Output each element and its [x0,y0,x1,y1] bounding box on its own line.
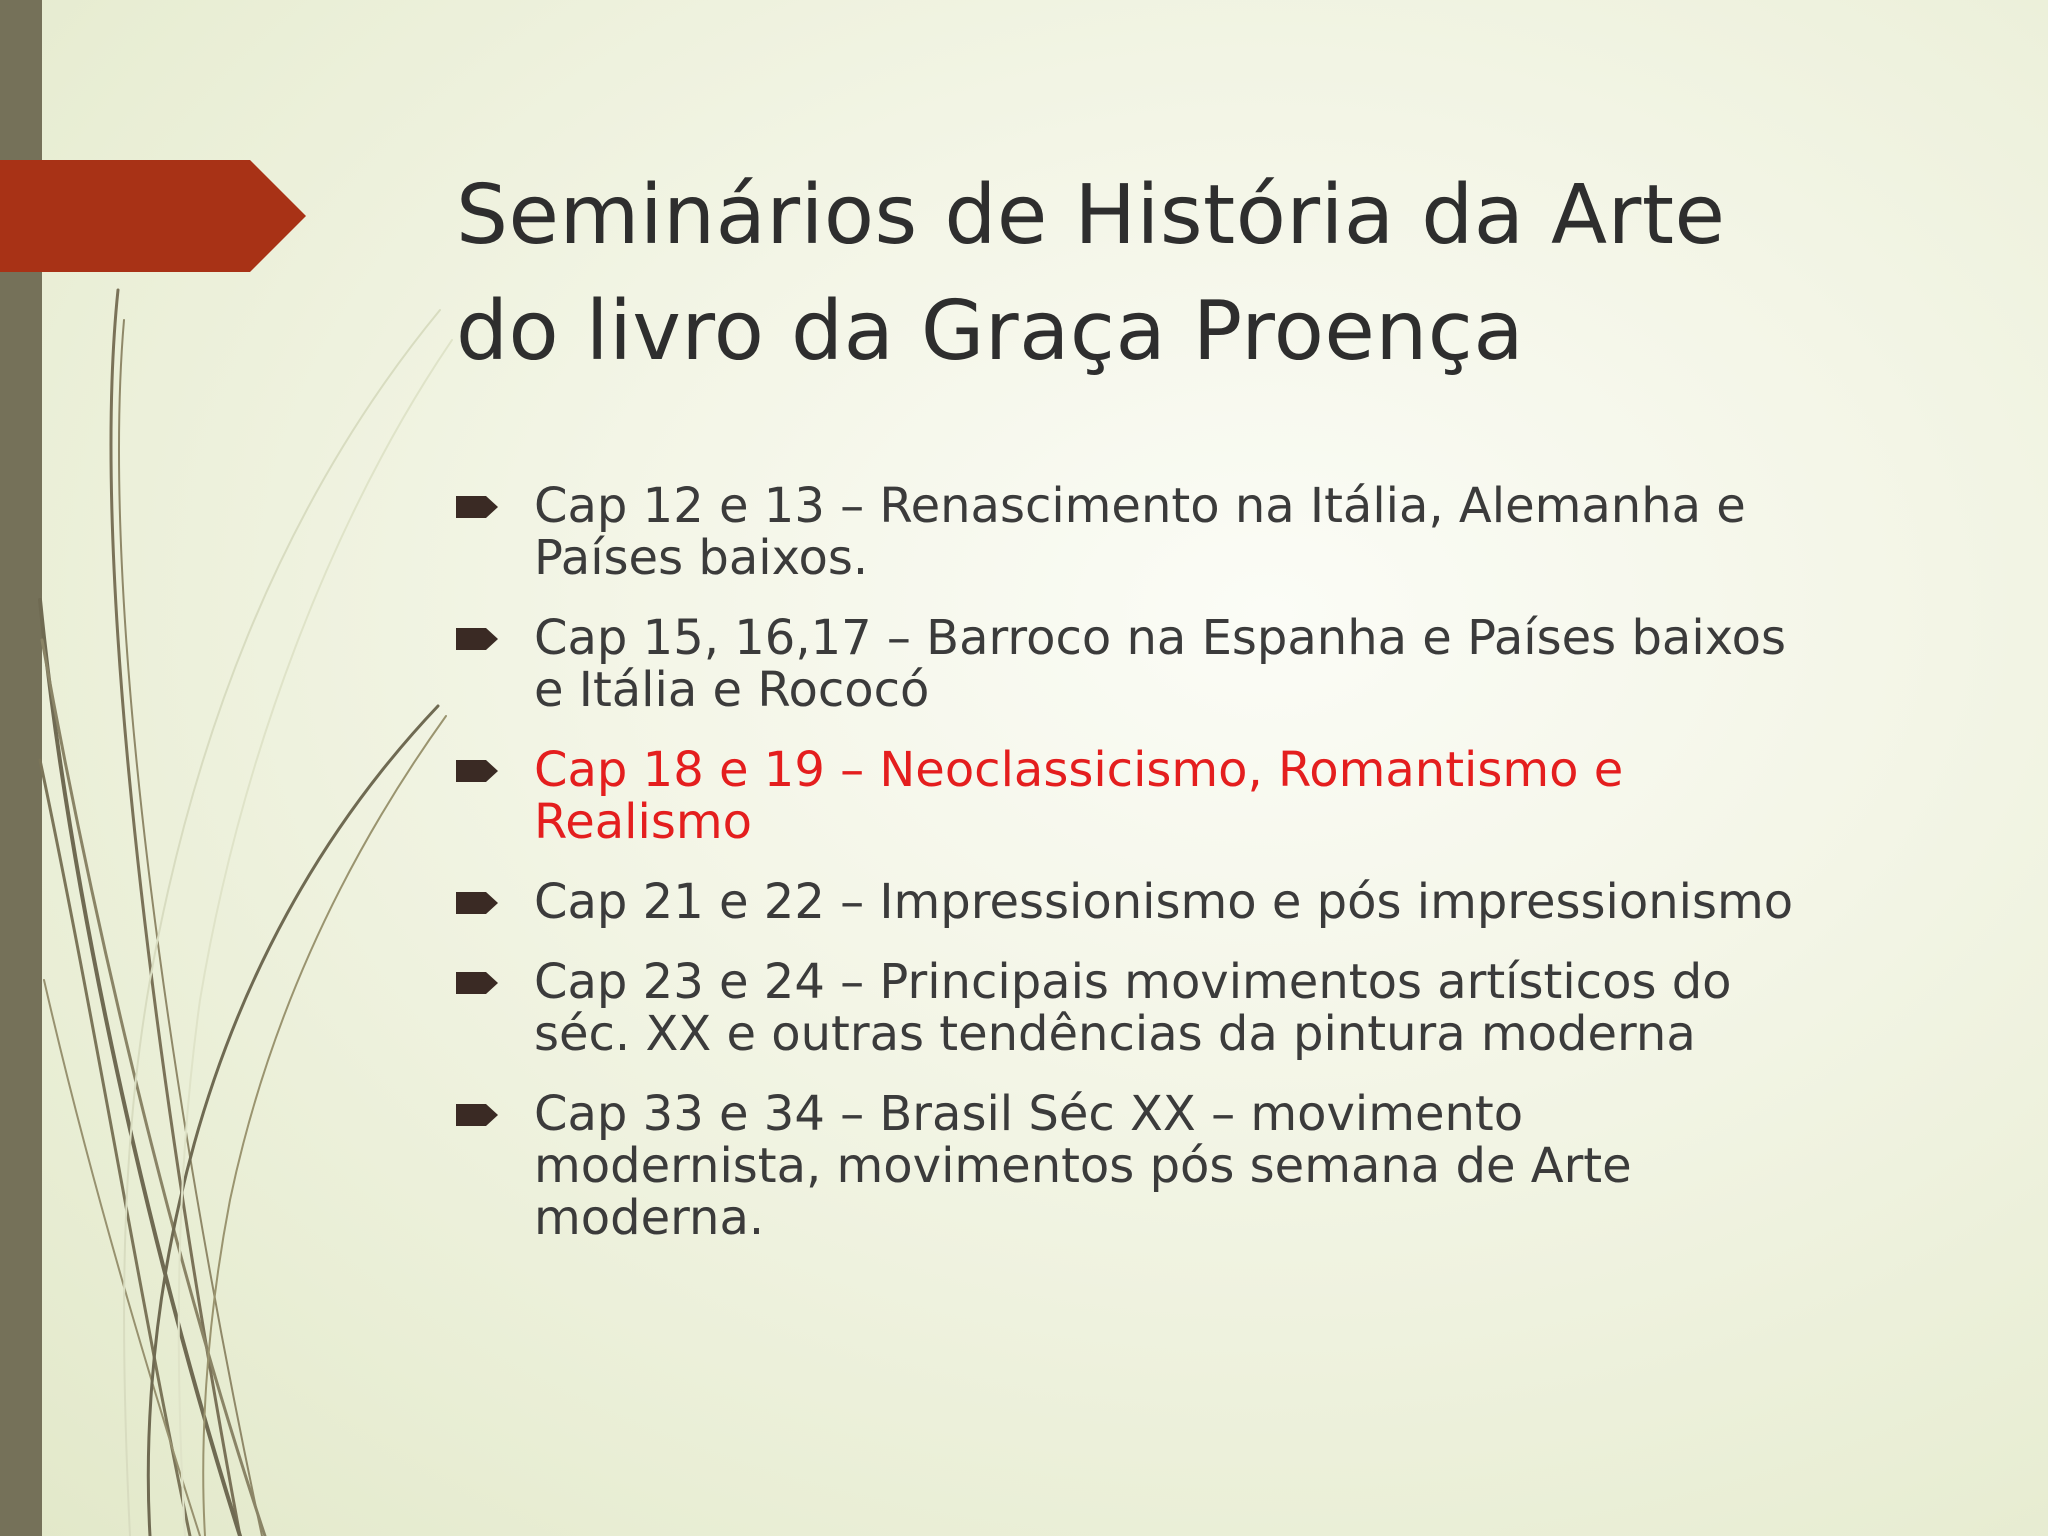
bullet-item-cap-12-13 [456,480,1956,584]
bullet-text-line: moderna. [534,1190,765,1246]
bullet-item-cap-33-34 [456,1088,1956,1244]
bullet-item-cap-21-22 [456,876,1956,928]
arrow-bullet-icon [456,628,498,650]
bullet-text-line: e Itália e Rococó [534,662,930,718]
arrow-bullet-icon [456,1104,498,1126]
bullet-text-line: Cap 15, 16,17 – Barroco na Espanha e Países baixos [534,610,1786,666]
arrow-bullet-icon [456,760,498,782]
red-arrow-banner [0,160,306,272]
bullet-text-line: Cap 18 e 19 – Neoclassicismo, Romantismo e [534,742,1624,798]
bullet-text-line: Cap 12 e 13 – Renascimento na Itália, Alemanha e [534,478,1746,534]
bullet-item-cap-23-24 [456,956,1956,1060]
bullet-text-line: Países baixos. [534,530,869,586]
bullet-text-line: Cap 21 e 22 – Impressionismo e pós impressionismo [534,874,1794,930]
bullet-text-line: modernista, movimentos pós semana de Arte [534,1138,1632,1194]
arrow-bullet-icon [456,972,498,994]
arrow-bullet-icon [456,892,498,914]
bullet-text-line: Realismo [534,794,752,850]
bullet-text-line: Cap 33 e 34 – Brasil Séc XX – movimento [534,1086,1524,1142]
slide-title [456,158,1936,390]
bullet-text-line: séc. XX e outras tendências da pintura moderna [534,1006,1696,1062]
bullet-text-line: Cap 23 e 24 – Principais movimentos artísticos do [534,954,1732,1010]
title-line-2: do livro da Graça Proença [456,284,1525,379]
bullet-item-cap-18-19-highlighted [456,744,1956,848]
bullet-list [456,480,1956,1244]
title-line-1: Seminários de História da Arte [456,168,1726,263]
bullet-item-cap-15-16-17 [456,612,1956,716]
arrow-bullet-icon [456,496,498,518]
